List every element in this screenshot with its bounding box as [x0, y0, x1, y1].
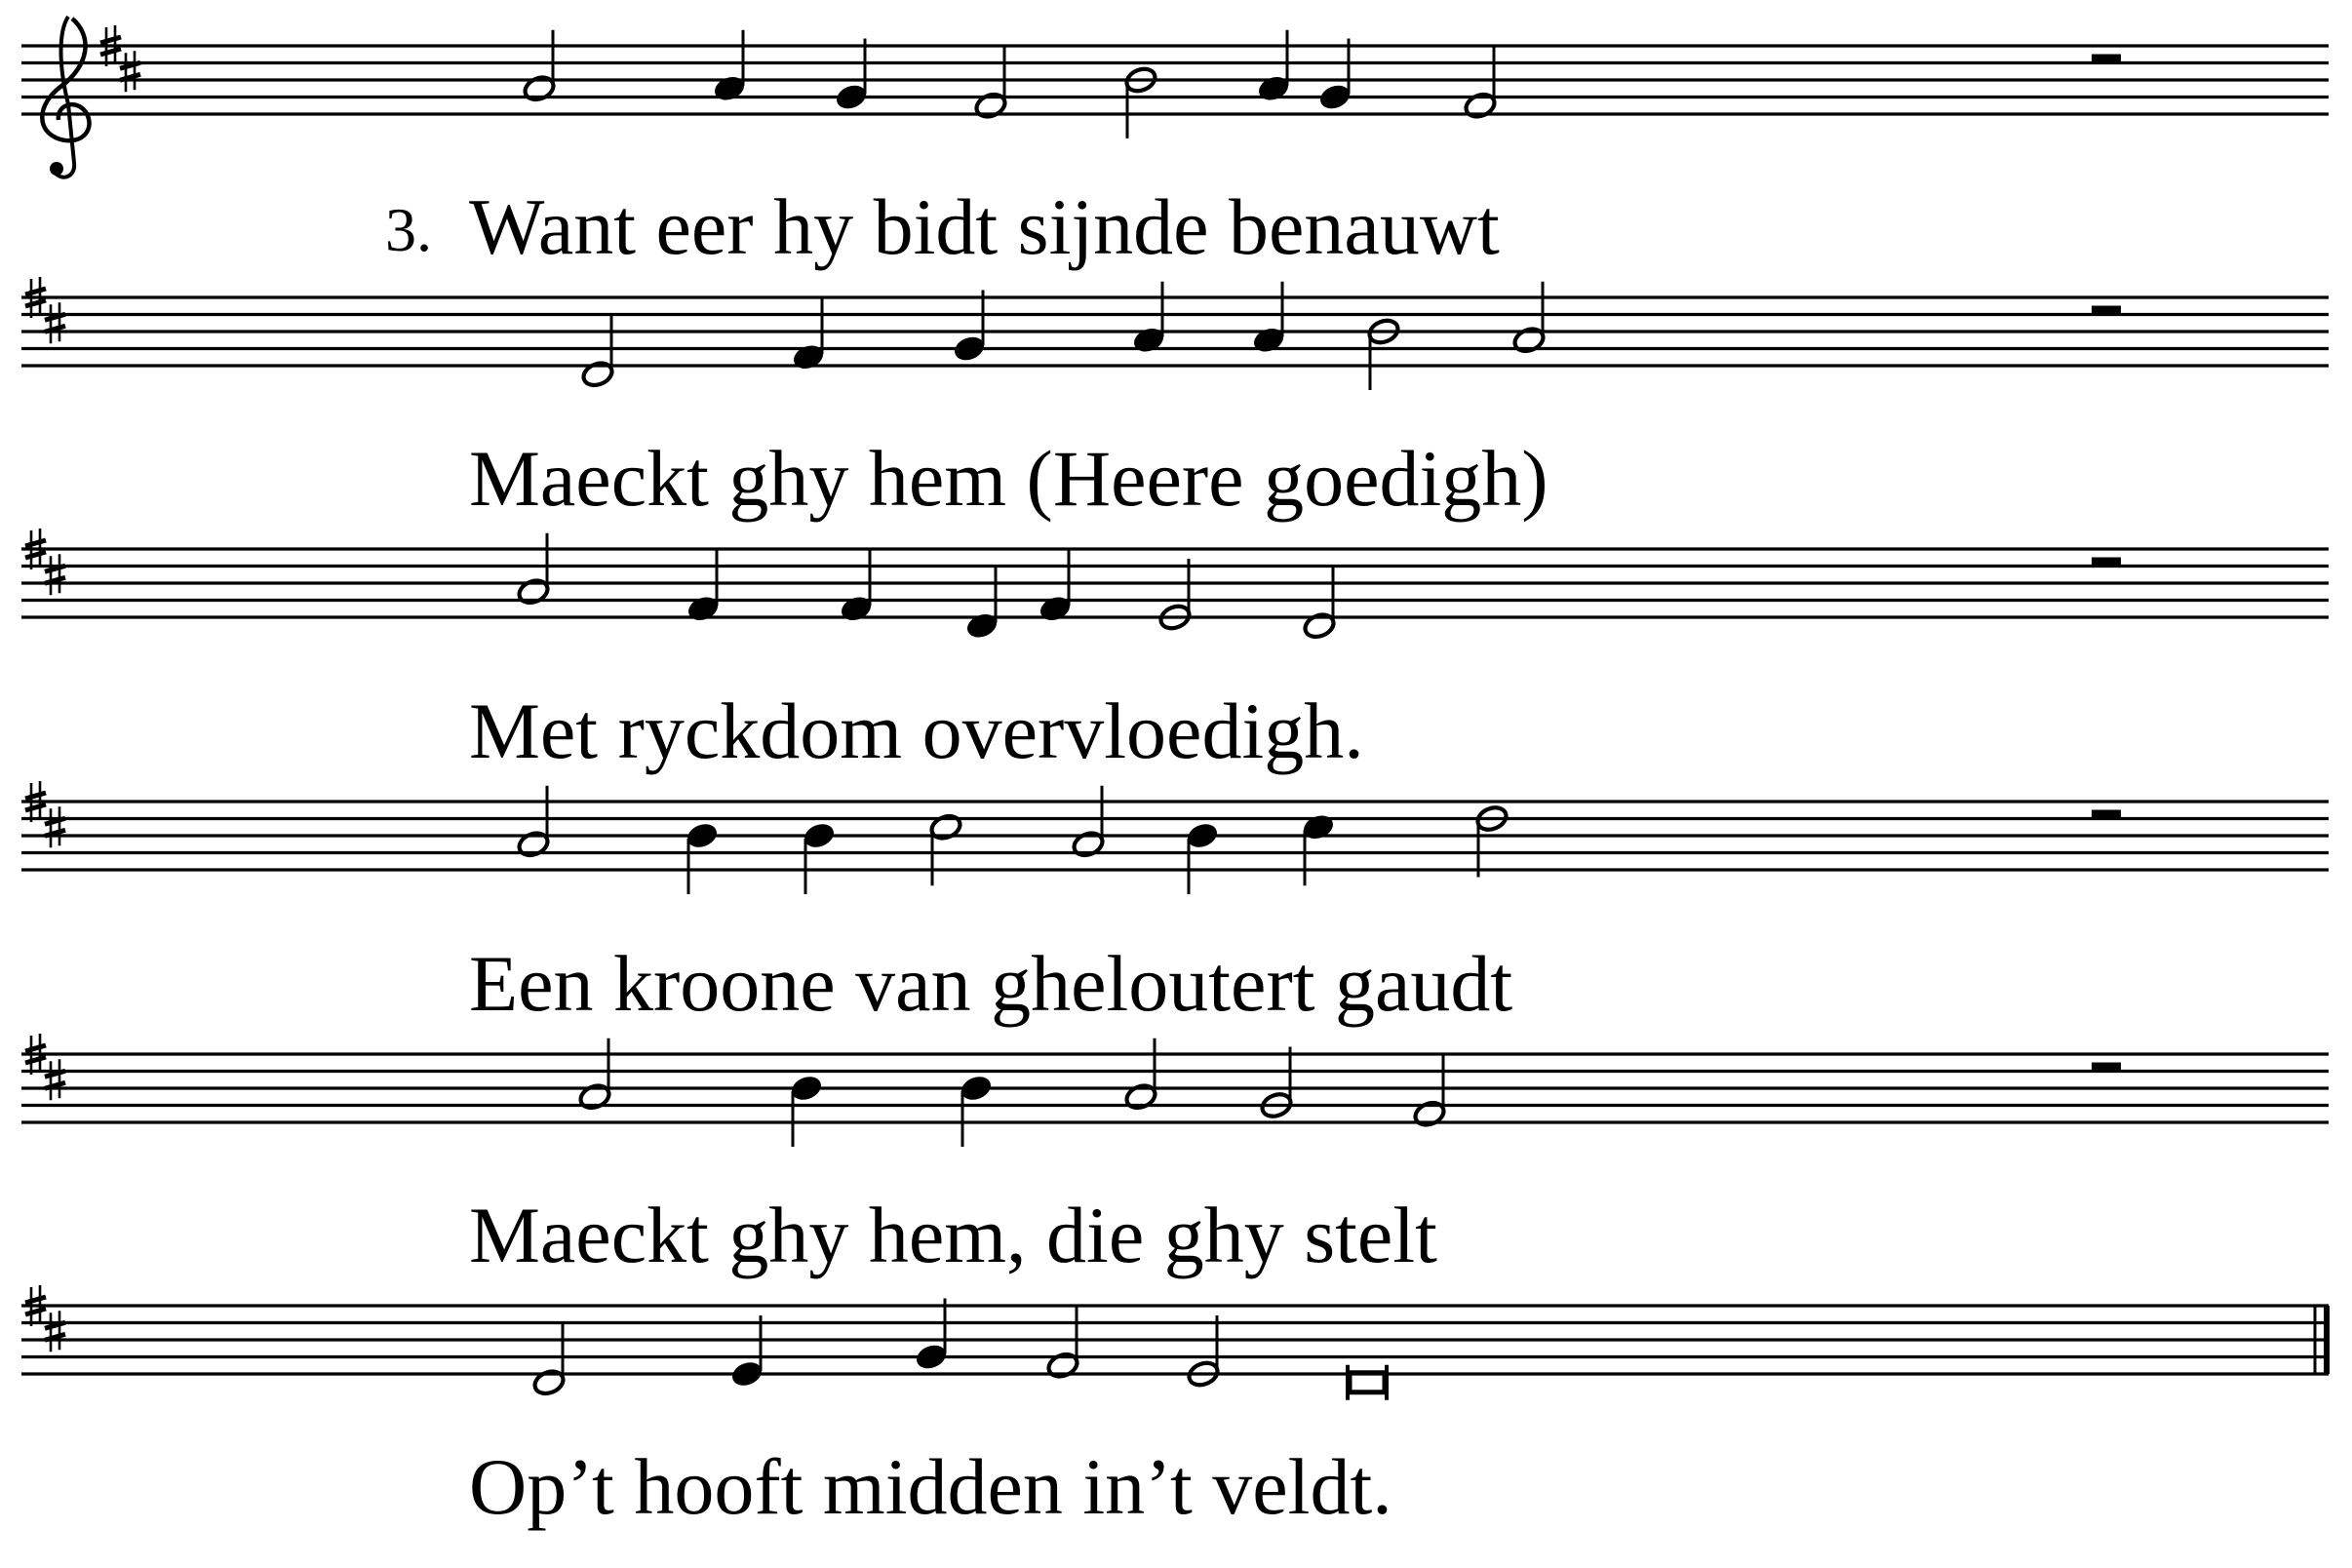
lyric-line-1: Want eer hy bidt sijnde benauwt: [469, 182, 1500, 271]
note-half: [531, 1367, 567, 1397]
note-half: [1302, 610, 1337, 641]
note-quarter: [1185, 821, 1220, 851]
sharp-icon: [45, 1059, 65, 1100]
lyric-line-5: Maeckt ghy hem, die ghy stelt: [469, 1191, 1437, 1279]
verse-number: 3.: [385, 195, 432, 264]
note-quarter: [1038, 594, 1073, 624]
note-half: [1123, 1081, 1158, 1112]
note-half: [1071, 829, 1106, 859]
note-half: [522, 73, 557, 103]
note-half: [1412, 1099, 1447, 1129]
half-rest: [2092, 306, 2121, 316]
note-quarter: [712, 73, 747, 103]
lyric-line-6: Op’t hooft midden in’t veldt.: [469, 1442, 1392, 1531]
note-half: [1511, 325, 1547, 355]
note-half: [516, 576, 551, 607]
half-rest: [2092, 558, 2121, 568]
note-quarter: [952, 333, 987, 364]
note-quarter: [791, 342, 826, 372]
note-half: [928, 812, 963, 843]
note-quarter: [729, 1359, 764, 1390]
note-quarter: [1317, 82, 1352, 112]
note-half: [1045, 1351, 1080, 1381]
note-quarter: [1131, 325, 1166, 355]
note-quarter: [839, 594, 874, 624]
note-quarter: [802, 821, 837, 851]
note-quarter: [914, 1342, 949, 1372]
note-quarter: [1256, 73, 1291, 103]
half-rest: [2092, 1063, 2121, 1073]
sharp-icon: [45, 1311, 65, 1352]
note-quarter: [964, 610, 1000, 641]
note-breve: [1350, 1373, 1385, 1392]
note-half: [1463, 91, 1498, 121]
sharp-icon: [45, 806, 65, 847]
sharp-icon: [45, 554, 65, 595]
note-quarter: [834, 82, 869, 112]
note-quarter: [1251, 325, 1286, 355]
lyric-line-4: Een kroone van gheloutert gaudt: [469, 939, 1513, 1028]
note-half: [580, 359, 615, 389]
sharp-icon: [120, 51, 140, 92]
note-quarter: [685, 821, 720, 851]
half-rest: [2092, 810, 2121, 820]
note-quarter: [686, 594, 721, 624]
sharp-icon: [45, 302, 65, 343]
note-half: [516, 829, 551, 859]
note-quarter: [1301, 812, 1336, 843]
lyric-line-3: Met ryckdom overvloedigh.: [469, 686, 1364, 775]
note-quarter: [959, 1074, 994, 1104]
lyric-line-2: Maeckt ghy hem (Heere goedigh): [469, 434, 1548, 523]
half-rest: [2092, 55, 2121, 64]
note-half: [973, 91, 1008, 121]
note-half: [577, 1081, 612, 1112]
note-quarter: [789, 1074, 824, 1104]
